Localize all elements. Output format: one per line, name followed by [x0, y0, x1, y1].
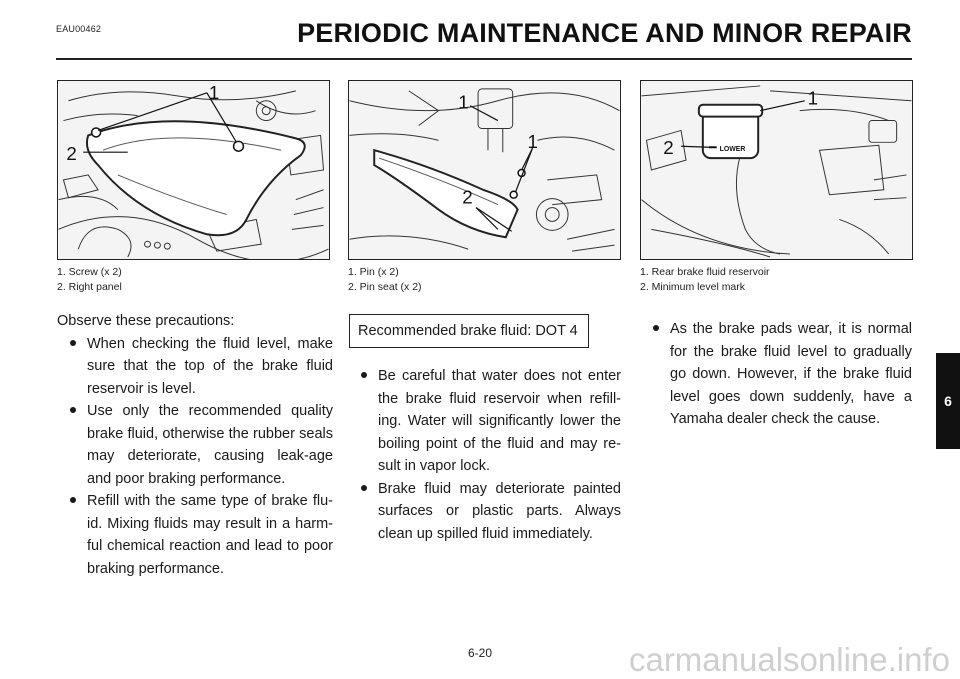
- precautions-lead: Observe these precautions:: [57, 313, 235, 329]
- figure-reservoir: [640, 80, 913, 260]
- caption-line: 2. Right panel: [57, 281, 122, 293]
- document-code: EAU00462: [56, 24, 102, 34]
- page-number: 6-20: [467, 646, 493, 660]
- figure-pins: [348, 80, 621, 260]
- callout-1-lower: 1: [527, 131, 538, 153]
- caption-line: 2. Minimum level mark: [640, 281, 746, 293]
- lower-label: LOWER: [719, 146, 746, 154]
- water-warning-column: [348, 365, 621, 545]
- recommended-fluid-box: Recommended brake fluid: DOT 4: [349, 314, 589, 348]
- caption-line: 1. Pin (x 2): [348, 266, 399, 278]
- callout-1-upper: 1: [458, 91, 469, 113]
- caption-line: 1. Screw (x 2): [57, 266, 122, 278]
- bullet-item: Use only the recommended quality brake fluid, otherwise the rubber seals may deteriorate, causing leak-age and poor braking performance.: [57, 400, 333, 490]
- caption-figure-2: [348, 265, 422, 295]
- watermark: carmanualsonline.info: [628, 641, 950, 678]
- callout-2: 2: [66, 143, 77, 165]
- caption-figure-3: [640, 265, 770, 295]
- precautions-column: [57, 310, 333, 580]
- screw-left: [92, 128, 101, 137]
- pins-illustration: [349, 81, 620, 259]
- pin-lower: [510, 191, 517, 198]
- screw-right: [234, 141, 244, 151]
- bullet-item: When checking the fluid level, make sure that the top of the brake fluid reservoir is level.: [57, 333, 333, 401]
- caption-line: 2. Pin seat (x 2): [348, 281, 422, 293]
- callout-2: 2: [462, 186, 473, 208]
- caption-figure-1: [57, 265, 122, 295]
- callout-1: 1: [807, 87, 819, 109]
- pad-wear-column: [640, 318, 912, 431]
- right-panel-illustration: [58, 81, 329, 259]
- figure-right-panel: [57, 80, 330, 260]
- callout-1: 1: [208, 81, 220, 103]
- bullet-item: As the brake pads wear, it is normal for the brake fluid level to gradually go down. However, if the brake fluid level goes down suddenly, have a Yamaha dealer check the cause.: [640, 318, 912, 431]
- caption-line: 1. Rear brake fluid reservoir: [640, 266, 770, 278]
- reservoir-illustration: [641, 81, 912, 259]
- bullet-item: Refill with the same type of brake flu-id. Mixing fluids may result in a harm-ful chemical reaction and lead to poor braking performance.: [57, 490, 333, 580]
- header-rule: [56, 58, 912, 60]
- bullet-item: Brake fluid may deteriorate painted surfaces or plastic parts. Always clean up spilled fluid immediately.: [348, 478, 621, 546]
- reservoir-cap: [699, 105, 762, 117]
- bullet-item: Be careful that water does not enter the brake fluid reservoir when refill-ing. Water will significantly lower the boiling point of the fluid and may re-sult in vapor lock.: [348, 365, 621, 478]
- page-title: PERIODIC MAINTENANCE AND MINOR REPAIR: [297, 18, 912, 48]
- chapter-tab: 6: [936, 353, 960, 449]
- callout-2: 2: [663, 137, 674, 159]
